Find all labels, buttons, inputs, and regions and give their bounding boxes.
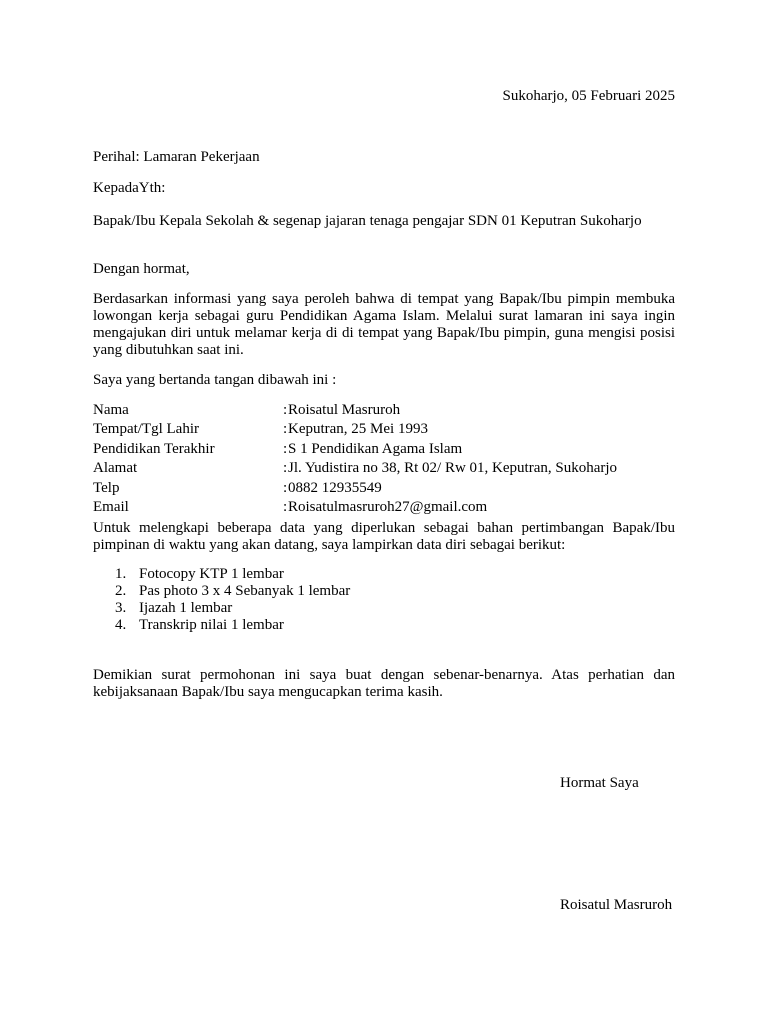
list-item <box>93 583 350 600</box>
detail-row-name <box>93 401 400 420</box>
intro-paragraph: Berdasarkan informasi yang saya peroleh bahwa di tempat yang Bapak/Ibu pimpin membuka lowongan kerja sebagai guru Pendidikan Agama Islam. Melalui surat lamaran ini saya ingin mengajukan diri untuk melamar kerja di di tempat yang Bapak/Ibu pimpin, guna mengisi posisi yang dibutuhkan saat ini. <box>93 291 675 358</box>
signer-intro: Saya yang bertanda tangan dibawah ini : <box>93 372 337 388</box>
detail-colon: : <box>283 402 288 418</box>
detail-colon: : <box>283 480 288 496</box>
detail-label: Email <box>93 499 129 515</box>
list-text: Transkrip nilai 1 lembar <box>139 617 284 633</box>
letter-subject: Perihal: Lamaran Pekerjaan <box>93 149 260 165</box>
detail-colon: : <box>283 421 288 437</box>
detail-value: Roisatul Masruroh <box>288 402 401 418</box>
attachment-list <box>93 566 350 634</box>
list-number: 3. <box>115 600 127 616</box>
detail-value: Roisatulmasruroh27@gmail.com <box>288 499 488 515</box>
list-item <box>93 566 350 583</box>
detail-value: Keputran, 25 Mei 1993 <box>288 421 428 437</box>
recipient-label: KepadaYth: <box>93 180 166 196</box>
detail-colon: : <box>283 499 288 515</box>
attachment-paragraph: Untuk melengkapi beberapa data yang diperlukan sebagai bahan pertimbangan Bapak/Ibu pimpinan di waktu yang akan datang, saya lampirkan data diri sebagai berikut: <box>93 520 675 553</box>
signer-name: Roisatul Masruroh <box>560 897 673 913</box>
list-text: Pas photo 3 x 4 Sebanyak 1 lembar <box>139 583 351 599</box>
detail-label: Alamat <box>93 460 138 476</box>
list-number: 4. <box>115 617 127 633</box>
signoff: Hormat Saya <box>560 775 639 791</box>
recipient: Bapak/Ibu Kepala Sekolah & segenap jajaran tenaga pengajar SDN 01 Keputran Sukoharjo <box>93 213 642 229</box>
detail-row-phone <box>93 479 382 498</box>
list-text: Ijazah 1 lembar <box>139 600 233 616</box>
list-item <box>93 600 350 617</box>
detail-value: 0882 12935549 <box>288 480 382 496</box>
letter-date: Sukoharjo, 05 Februari 2025 <box>502 88 675 104</box>
list-number: 1. <box>115 566 127 582</box>
list-item <box>93 617 350 634</box>
detail-label: Pendidikan Terakhir <box>93 441 215 457</box>
closing-paragraph: Demikian surat permohonan ini saya buat dengan sebenar-benarnya. Atas perhatian dan kebijaksanaan Bapak/Ibu saya mengucapkan terima kasih. <box>93 667 675 700</box>
detail-colon: : <box>283 460 288 476</box>
detail-value: Jl. Yudistira no 38, Rt 02/ Rw 01, Keputran, Sukoharjo <box>288 460 618 476</box>
detail-label: Nama <box>93 402 129 418</box>
detail-row-birth <box>93 420 428 439</box>
detail-value: S 1 Pendidikan Agama Islam <box>288 441 463 457</box>
detail-colon: : <box>283 441 288 457</box>
detail-row-education <box>93 440 462 459</box>
list-number: 2. <box>115 583 127 599</box>
list-text: Fotocopy KTP 1 lembar <box>139 566 284 582</box>
detail-row-address <box>93 459 617 478</box>
greeting: Dengan hormat, <box>93 261 190 277</box>
detail-label: Tempat/Tgl Lahir <box>93 421 199 437</box>
detail-label: Telp <box>93 480 120 496</box>
detail-row-email <box>93 498 487 517</box>
